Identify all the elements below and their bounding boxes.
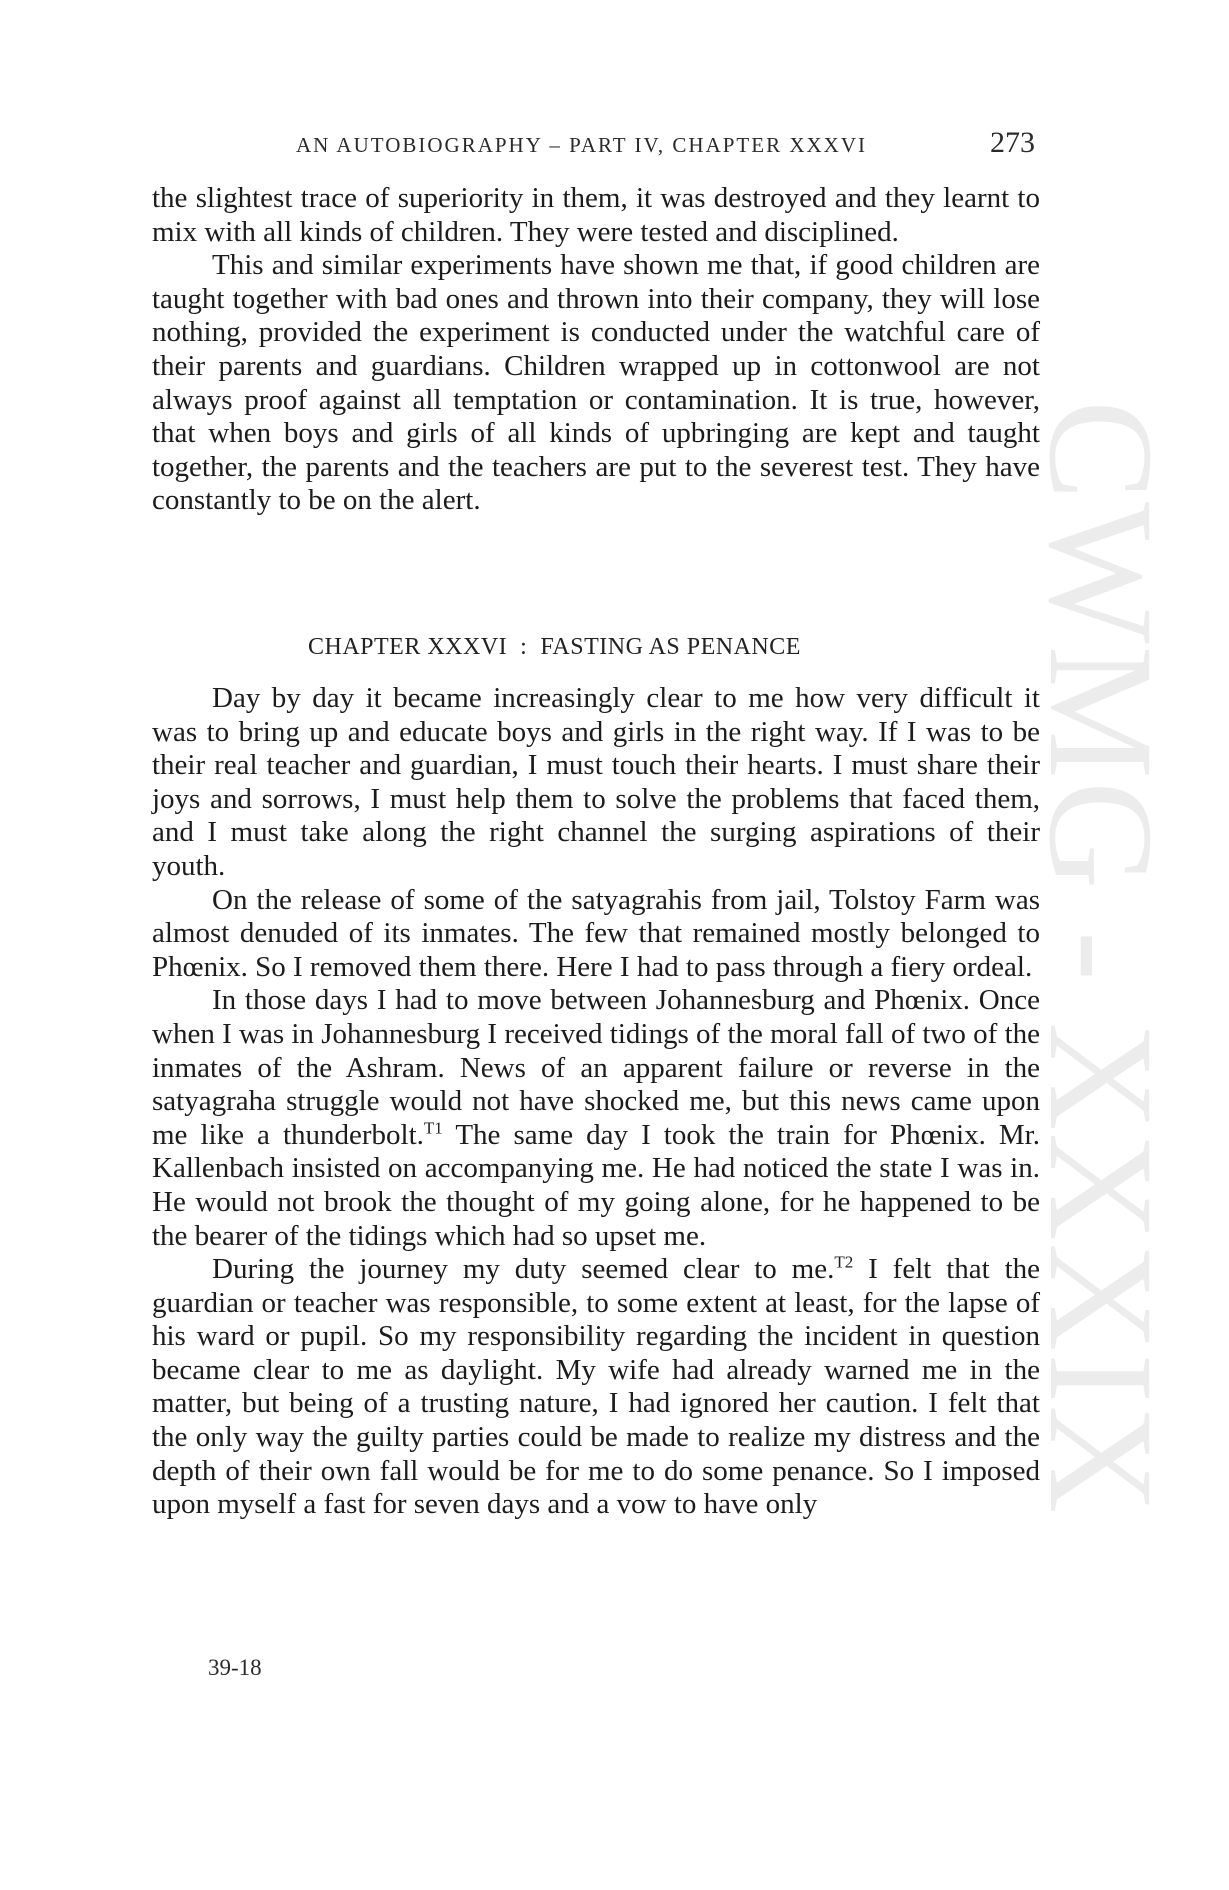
signature-mark: 39-18 (208, 1655, 262, 1680)
continuation-text (152, 182, 1040, 518)
paragraph-text: The same day I took the train for Phœnix. Mr. Kallenbach insisted on accompanying me. He had noticed the state I was in. He would not brook the thought of my going alone, for he happened to be the bearer of the tidings which had so upset me. (152, 1118, 1040, 1252)
paragraph (152, 984, 1040, 1253)
chapter-text (152, 682, 1040, 1522)
paragraph: the slightest trace of superiority in them, it was destroyed and they learnt to mix with all kinds of children. They were tested and disciplined. (152, 182, 1040, 248)
footnote-ref-t1[interactable]: T1 (423, 1118, 443, 1138)
paragraph-text: In those days I had to move between Johannesburg and Phœnix. Once when I was in Johannesburg I received tidings of the moral fall of two of the inmates of the Ashram. News of an apparent failure or reverse in the satyagraha struggle would not have shocked me, but this news came upon me like a thunderbolt. (152, 984, 1040, 1151)
paragraph: On the release of some of the satyagrahis from jail, Tolstoy Farm was almost denuded of its inmates. The few that remained mostly belonged to Phœnix. So I removed them there. Here I had to pass through a fiery ordeal. (152, 883, 1040, 983)
paragraph-text: I felt that the guardian or teacher was responsible, to some extent at least, for the lapse of his ward or pupil. So my responsibility regarding the incident in question became clear to me as daylight. My wife had already warned me in the matter, but being of a trusting nature, I had ignored her caution. I felt that the only way the guilty parties could be made to realize my distress and the depth of their own fall would be for me to do some penance. So I imposed upon myself a fast for seven days and a vow to have only (152, 1253, 1041, 1521)
running-head: AN AUTOBIOGRAPHY – PART IV, CHAPTER XXXVI (296, 133, 867, 157)
paragraph: Day by day it became increasingly clear to me how very difficult it was to bring up and educate boys and girls in the right way. If I was to be their real teacher and guardian, I must touch their hearts. I must share their joys and sorrows, I must help them to solve the problems that faced them, and I must take along the right channel the surging aspirations of their youth. (152, 682, 1040, 882)
footnote-ref-t2[interactable]: T2 (834, 1252, 854, 1272)
chapter-heading: CHAPTER XXXVI : FASTING AS PENANCE (308, 634, 801, 660)
watermark-text: CWMG - XXXIX (1018, 400, 1184, 1516)
paragraph-text: During the journey my duty seemed clear to me. (212, 1253, 835, 1286)
paragraph (152, 1253, 1040, 1522)
page-number: 273 (990, 126, 1035, 159)
paragraph: This and similar experiments have shown me that, if good children are taught together with bad ones and thrown into their company, they will lose nothing, provided the experiment is conducted under the watchful care of their parents and guardians. Children wrapped up in cottonwool are not always proof against all temptation or contamination. It is true, however, that when boys and girls of all kinds of upbringing are kept and taught together, the parents and the teachers are put to the severest test. They have constantly to be on the alert. (152, 249, 1040, 517)
